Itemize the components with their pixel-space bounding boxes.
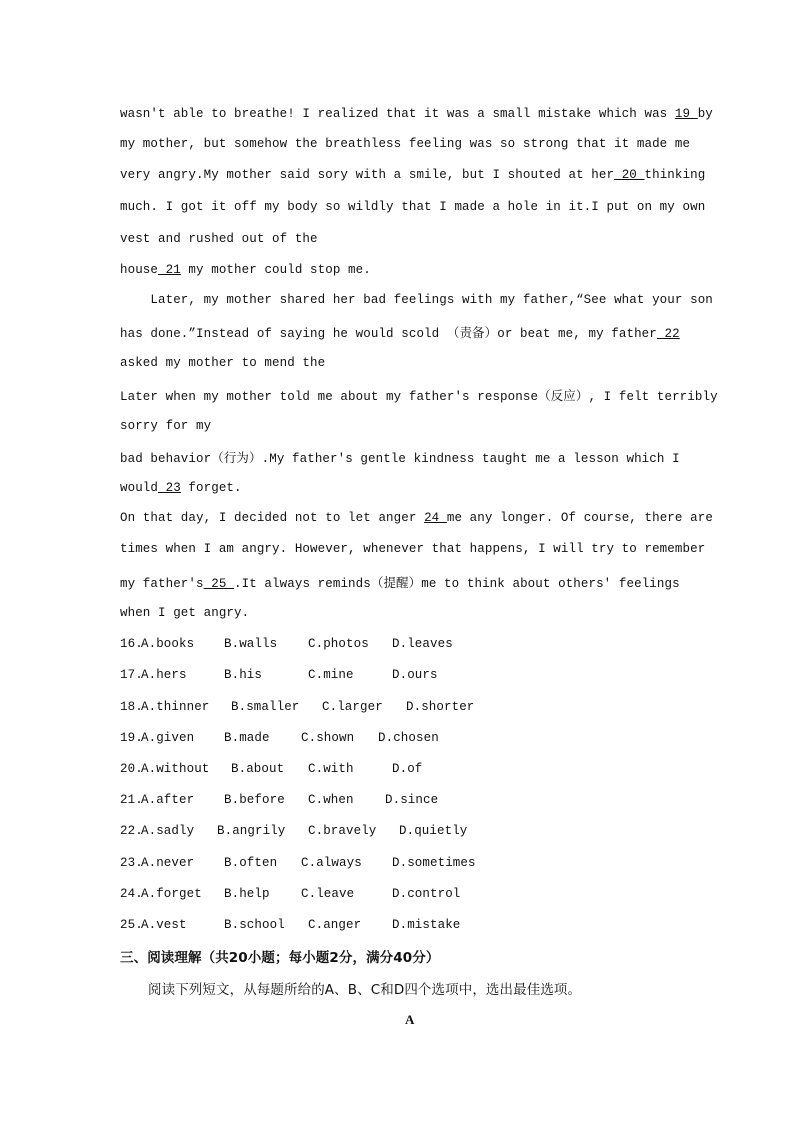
passage-line-4: much. I got it off my body so wildly that I made a hole in it.I put on my own [120, 200, 706, 214]
option-c: C.always [301, 856, 362, 870]
option-a: A.hers [141, 668, 187, 682]
option-c: C.anger [308, 918, 362, 932]
option-d: D.of [392, 762, 423, 776]
passage-line-6: house 21 my mother could stop me. [120, 263, 371, 277]
passage-line-3: very angry.My mother said sory with a smile, but I shouted at her 20 thinking [120, 168, 706, 182]
blank-20: 20 [614, 168, 645, 182]
option-b: B.before [224, 793, 285, 807]
question-number: 18. [120, 700, 143, 714]
passage-line-8: has done.”Instead of saying he would scold （责备）or beat me, my father 22 [120, 327, 680, 341]
passage-line-16: my father's 25 .It always reminds（提醒）me to think about others' feelings [120, 577, 680, 591]
passage-line-7: Later, my mother shared her bad feelings with my father,“See what your son [120, 293, 713, 307]
option-a: A.books [141, 637, 195, 651]
passage-line-2: my mother, but somehow the breathless feeling was so strong that it made me [120, 137, 691, 151]
passage-line-12: bad behavior（行为）.My father's gentle kindness taught me a lesson which I [120, 452, 680, 466]
question-number: 19. [120, 731, 143, 745]
option-a: A.without [141, 762, 210, 776]
option-b: B.smaller [231, 700, 300, 714]
option-c: C.shown [301, 731, 355, 745]
option-d: D.sometimes [392, 856, 476, 870]
passage-line-13: would 23 forget. [120, 481, 242, 495]
option-a: A.after [141, 793, 195, 807]
option-d: D.chosen [378, 731, 439, 745]
option-c: C.bravely [308, 824, 377, 838]
question-number: 20. [120, 762, 143, 776]
passage-line-9: asked my mother to mend the [120, 356, 326, 370]
question-number: 21. [120, 793, 143, 807]
option-d: D.control [392, 887, 461, 901]
option-d: D.ours [392, 668, 438, 682]
passage-line-11: sorry for my [120, 419, 212, 433]
option-d: D.leaves [392, 637, 453, 651]
option-a: A.never [141, 856, 195, 870]
blank-25: 25 [203, 577, 235, 591]
passage-line-14: On that day, I decided not to let anger 24 me any longer. Of course, there are [120, 511, 713, 525]
blank-22: 22 [656, 327, 680, 341]
option-a: A.given [141, 731, 195, 745]
passage-line-10: Later when my mother told me about my father's response（反应）, I felt terribly [120, 390, 718, 404]
option-b: B.made [224, 731, 270, 745]
option-b: B.often [224, 856, 278, 870]
blank-19: 19 [674, 107, 698, 121]
option-c: C.larger [322, 700, 383, 714]
option-c: C.with [308, 762, 354, 776]
blank-23: 23 [158, 481, 181, 495]
passage-line-1: wasn't able to breathe! I realized that it was a small mistake which was 19 by [120, 107, 713, 121]
option-c: C.mine [308, 668, 354, 682]
question-number: 22. [120, 824, 143, 838]
option-d: D.quietly [399, 824, 468, 838]
passage-line-15: times when I am angry. However, whenever that happens, I will try to remember [120, 542, 706, 556]
option-c: C.when [308, 793, 354, 807]
option-b: B.his [224, 668, 263, 682]
question-number: 23. [120, 856, 143, 870]
passage-label: A [405, 1012, 415, 1027]
blank-24: 24 [424, 511, 447, 525]
passage-line-5: vest and rushed out of the [120, 232, 318, 246]
option-d: D.shorter [406, 700, 475, 714]
option-b: B.angrily [217, 824, 286, 838]
section-instructions: 阅读下列短文，从每题所给的A、B、C和D四个选项中，选出最佳选项。 [148, 982, 582, 998]
option-c: C.leave [301, 887, 355, 901]
option-a: A.thinner [141, 700, 210, 714]
question-number: 16. [120, 637, 143, 651]
passage-line-17: when I get angry. [120, 606, 250, 620]
option-d: D.since [385, 793, 439, 807]
option-a: A.forget [141, 887, 202, 901]
option-c: C.photos [308, 637, 369, 651]
option-b: B.help [224, 887, 270, 901]
option-b: B.walls [224, 637, 278, 651]
question-number: 24. [120, 887, 143, 901]
question-number: 25. [120, 918, 143, 932]
blank-21: 21 [158, 263, 181, 277]
option-b: B.about [231, 762, 285, 776]
option-b: B.school [224, 918, 285, 932]
option-a: A.sadly [141, 824, 195, 838]
option-a: A.vest [141, 918, 187, 932]
option-d: D.mistake [392, 918, 461, 932]
question-number: 17. [120, 668, 143, 682]
section-title: 三、阅读理解（共20小题；每小题2分，满分40分） [120, 950, 440, 966]
